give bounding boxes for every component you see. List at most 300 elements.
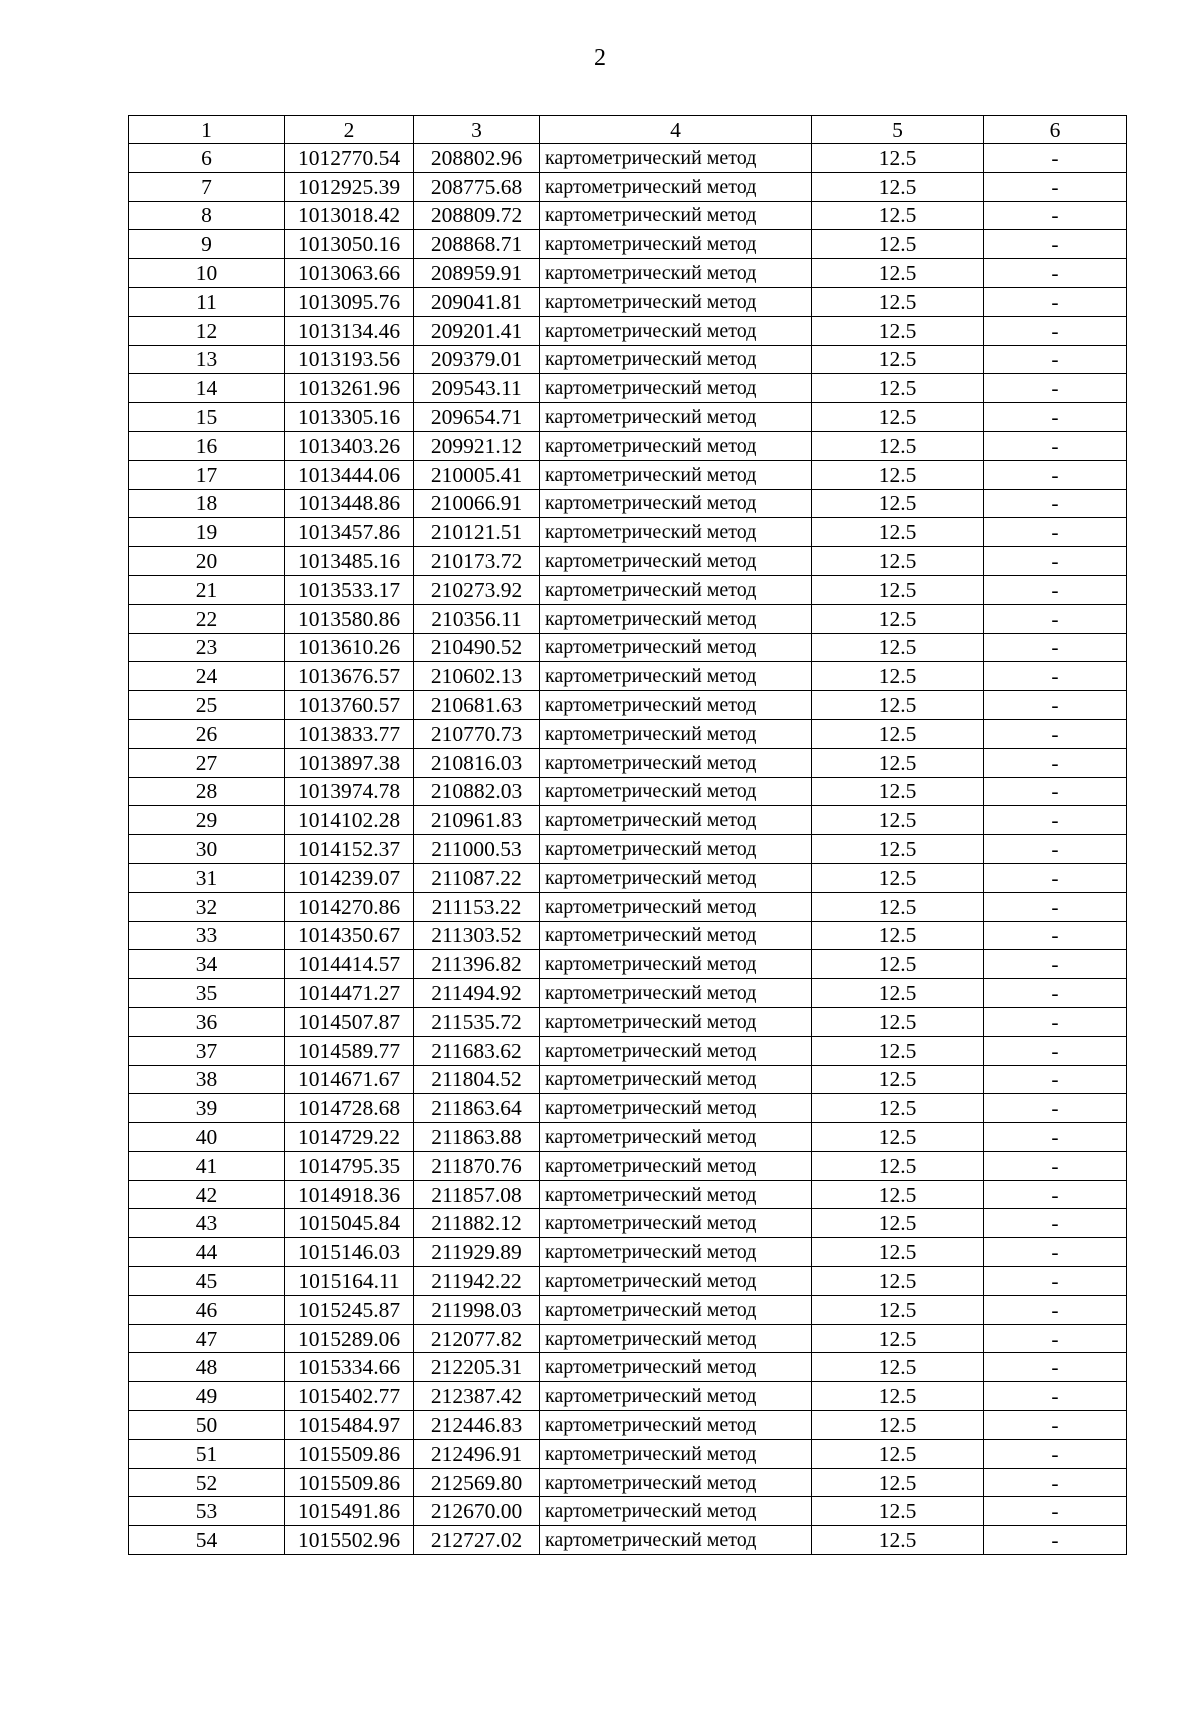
note-cell: - — [984, 1065, 1127, 1094]
table-row — [129, 604, 1127, 633]
y-coordinate-cell: 210961.83 — [414, 806, 540, 835]
point-number-cell: 49 — [129, 1382, 285, 1411]
accuracy-cell: 12.5 — [812, 950, 984, 979]
y-coordinate-cell: 209543.11 — [414, 374, 540, 403]
note-cell: - — [984, 345, 1127, 374]
x-coordinate-cell: 1014152.37 — [285, 835, 414, 864]
point-number-cell: 20 — [129, 547, 285, 576]
method-cell: картометрический метод — [540, 979, 812, 1008]
accuracy-cell: 12.5 — [812, 691, 984, 720]
table-row — [129, 230, 1127, 259]
y-coordinate-cell: 211870.76 — [414, 1151, 540, 1180]
x-coordinate-cell: 1015289.06 — [285, 1324, 414, 1353]
x-coordinate-cell: 1013193.56 — [285, 345, 414, 374]
method-cell: картометрический метод — [540, 1065, 812, 1094]
table-row — [129, 1209, 1127, 1238]
x-coordinate-cell: 1013833.77 — [285, 719, 414, 748]
method-cell: картометрический метод — [540, 691, 812, 720]
accuracy-cell: 12.5 — [812, 806, 984, 835]
accuracy-cell: 12.5 — [812, 259, 984, 288]
method-cell: картометрический метод — [540, 748, 812, 777]
point-number-cell: 31 — [129, 863, 285, 892]
x-coordinate-cell: 1013063.66 — [285, 259, 414, 288]
x-coordinate-cell: 1013261.96 — [285, 374, 414, 403]
method-cell: картометрический метод — [540, 1238, 812, 1267]
point-number-cell: 6 — [129, 144, 285, 173]
y-coordinate-cell: 208802.96 — [414, 144, 540, 173]
note-cell: - — [984, 691, 1127, 720]
method-cell: картометрический метод — [540, 1324, 812, 1353]
x-coordinate-cell: 1015334.66 — [285, 1353, 414, 1382]
x-coordinate-cell: 1015164.11 — [285, 1267, 414, 1296]
y-coordinate-cell: 208868.71 — [414, 230, 540, 259]
method-cell: картометрический метод — [540, 1209, 812, 1238]
method-cell: картометрический метод — [540, 950, 812, 979]
y-coordinate-cell: 208809.72 — [414, 201, 540, 230]
accuracy-cell: 12.5 — [812, 633, 984, 662]
page-number: 2 — [594, 45, 606, 71]
note-cell: - — [984, 518, 1127, 547]
table-row — [129, 950, 1127, 979]
point-number-cell: 34 — [129, 950, 285, 979]
note-cell: - — [984, 950, 1127, 979]
y-coordinate-cell: 210273.92 — [414, 575, 540, 604]
table-row — [129, 1094, 1127, 1123]
method-cell: картометрический метод — [540, 1036, 812, 1065]
x-coordinate-cell: 1015402.77 — [285, 1382, 414, 1411]
x-coordinate-cell: 1013533.17 — [285, 575, 414, 604]
accuracy-cell: 12.5 — [812, 1353, 984, 1382]
table-row — [129, 633, 1127, 662]
point-number-cell: 54 — [129, 1526, 285, 1555]
point-number-cell: 50 — [129, 1411, 285, 1440]
table-row — [129, 1497, 1127, 1526]
point-number-cell: 33 — [129, 921, 285, 950]
note-cell: - — [984, 1238, 1127, 1267]
note-cell: - — [984, 1180, 1127, 1209]
y-coordinate-cell: 211396.82 — [414, 950, 540, 979]
accuracy-cell: 12.5 — [812, 345, 984, 374]
x-coordinate-cell: 1015502.96 — [285, 1526, 414, 1555]
point-number-cell: 25 — [129, 691, 285, 720]
accuracy-cell: 12.5 — [812, 1180, 984, 1209]
method-cell: картометрический метод — [540, 201, 812, 230]
y-coordinate-cell: 209921.12 — [414, 431, 540, 460]
y-coordinate-cell: 211882.12 — [414, 1209, 540, 1238]
table-header-row — [129, 116, 1127, 144]
note-cell: - — [984, 1151, 1127, 1180]
note-cell: - — [984, 575, 1127, 604]
x-coordinate-cell: 1015509.86 — [285, 1439, 414, 1468]
note-cell: - — [984, 604, 1127, 633]
method-cell: картометрический метод — [540, 172, 812, 201]
accuracy-cell: 12.5 — [812, 979, 984, 1008]
x-coordinate-cell: 1015484.97 — [285, 1411, 414, 1440]
note-cell: - — [984, 1353, 1127, 1382]
note-cell: - — [984, 1411, 1127, 1440]
column-header-5: 5 — [812, 116, 984, 144]
note-cell: - — [984, 431, 1127, 460]
x-coordinate-cell: 1014728.68 — [285, 1094, 414, 1123]
accuracy-cell: 12.5 — [812, 431, 984, 460]
table-row — [129, 1439, 1127, 1468]
accuracy-cell: 12.5 — [812, 1267, 984, 1296]
point-number-cell: 18 — [129, 489, 285, 518]
x-coordinate-cell: 1014270.86 — [285, 892, 414, 921]
method-cell: картометрический метод — [540, 345, 812, 374]
y-coordinate-cell: 211929.89 — [414, 1238, 540, 1267]
y-coordinate-cell: 210681.63 — [414, 691, 540, 720]
note-cell: - — [984, 1324, 1127, 1353]
accuracy-cell: 12.5 — [812, 1151, 984, 1180]
accuracy-cell: 12.5 — [812, 1411, 984, 1440]
note-cell: - — [984, 979, 1127, 1008]
point-number-cell: 30 — [129, 835, 285, 864]
point-number-cell: 43 — [129, 1209, 285, 1238]
accuracy-cell: 12.5 — [812, 1295, 984, 1324]
method-cell: картометрический метод — [540, 1123, 812, 1152]
accuracy-cell: 12.5 — [812, 1324, 984, 1353]
accuracy-cell: 12.5 — [812, 374, 984, 403]
y-coordinate-cell: 211535.72 — [414, 1007, 540, 1036]
column-header-4: 4 — [540, 116, 812, 144]
method-cell: картометрический метод — [540, 518, 812, 547]
method-cell: картометрический метод — [540, 892, 812, 921]
y-coordinate-cell: 210121.51 — [414, 518, 540, 547]
accuracy-cell: 12.5 — [812, 144, 984, 173]
y-coordinate-cell: 210066.91 — [414, 489, 540, 518]
point-number-cell: 47 — [129, 1324, 285, 1353]
note-cell: - — [984, 547, 1127, 576]
point-number-cell: 29 — [129, 806, 285, 835]
x-coordinate-cell: 1013403.26 — [285, 431, 414, 460]
method-cell: картометрический метод — [540, 1468, 812, 1497]
accuracy-cell: 12.5 — [812, 719, 984, 748]
note-cell: - — [984, 1007, 1127, 1036]
y-coordinate-cell: 212496.91 — [414, 1439, 540, 1468]
accuracy-cell: 12.5 — [812, 1007, 984, 1036]
point-number-cell: 48 — [129, 1353, 285, 1382]
table-row — [129, 1036, 1127, 1065]
note-cell: - — [984, 1468, 1127, 1497]
x-coordinate-cell: 1014239.07 — [285, 863, 414, 892]
table-row — [129, 662, 1127, 691]
y-coordinate-cell: 211857.08 — [414, 1180, 540, 1209]
note-cell: - — [984, 892, 1127, 921]
method-cell: картометрический метод — [540, 1497, 812, 1526]
y-coordinate-cell: 209201.41 — [414, 316, 540, 345]
table-row — [129, 921, 1127, 950]
note-cell: - — [984, 489, 1127, 518]
y-coordinate-cell: 211863.64 — [414, 1094, 540, 1123]
table-row — [129, 287, 1127, 316]
note-cell: - — [984, 172, 1127, 201]
point-number-cell: 24 — [129, 662, 285, 691]
accuracy-cell: 12.5 — [812, 777, 984, 806]
method-cell: картометрический метод — [540, 1007, 812, 1036]
y-coordinate-cell: 210490.52 — [414, 633, 540, 662]
accuracy-cell: 12.5 — [812, 1468, 984, 1497]
y-coordinate-cell: 210816.03 — [414, 748, 540, 777]
table-row — [129, 835, 1127, 864]
note-cell: - — [984, 1036, 1127, 1065]
x-coordinate-cell: 1013050.16 — [285, 230, 414, 259]
table-row — [129, 1238, 1127, 1267]
note-cell: - — [984, 662, 1127, 691]
table-row — [129, 863, 1127, 892]
method-cell: картометрический метод — [540, 921, 812, 950]
accuracy-cell: 12.5 — [812, 287, 984, 316]
column-header-3: 3 — [414, 116, 540, 144]
note-cell: - — [984, 1267, 1127, 1296]
table-row — [129, 144, 1127, 173]
accuracy-cell: 12.5 — [812, 1382, 984, 1411]
table-row — [129, 345, 1127, 374]
accuracy-cell: 12.5 — [812, 316, 984, 345]
table-row — [129, 201, 1127, 230]
accuracy-cell: 12.5 — [812, 403, 984, 432]
x-coordinate-cell: 1013676.57 — [285, 662, 414, 691]
accuracy-cell: 12.5 — [812, 575, 984, 604]
point-number-cell: 15 — [129, 403, 285, 432]
y-coordinate-cell: 211087.22 — [414, 863, 540, 892]
y-coordinate-cell: 210770.73 — [414, 719, 540, 748]
method-cell: картометрический метод — [540, 403, 812, 432]
method-cell: картометрический метод — [540, 287, 812, 316]
accuracy-cell: 12.5 — [812, 604, 984, 633]
note-cell: - — [984, 1497, 1127, 1526]
note-cell: - — [984, 748, 1127, 777]
point-number-cell: 9 — [129, 230, 285, 259]
accuracy-cell: 12.5 — [812, 892, 984, 921]
table-row — [129, 1123, 1127, 1152]
y-coordinate-cell: 212205.31 — [414, 1353, 540, 1382]
point-number-cell: 37 — [129, 1036, 285, 1065]
table-row — [129, 691, 1127, 720]
method-cell: картометрический метод — [540, 230, 812, 259]
note-cell: - — [984, 1439, 1127, 1468]
note-cell: - — [984, 287, 1127, 316]
table-row — [129, 431, 1127, 460]
table-row — [129, 1151, 1127, 1180]
method-cell: картометрический метод — [540, 547, 812, 576]
y-coordinate-cell: 211000.53 — [414, 835, 540, 864]
x-coordinate-cell: 1015491.86 — [285, 1497, 414, 1526]
x-coordinate-cell: 1012925.39 — [285, 172, 414, 201]
point-number-cell: 8 — [129, 201, 285, 230]
table-row — [129, 1180, 1127, 1209]
table-row — [129, 979, 1127, 1008]
note-cell: - — [984, 1094, 1127, 1123]
x-coordinate-cell: 1013095.76 — [285, 287, 414, 316]
y-coordinate-cell: 210882.03 — [414, 777, 540, 806]
table-row — [129, 1295, 1127, 1324]
point-number-cell: 17 — [129, 460, 285, 489]
accuracy-cell: 12.5 — [812, 201, 984, 230]
note-cell: - — [984, 316, 1127, 345]
y-coordinate-cell: 211303.52 — [414, 921, 540, 950]
y-coordinate-cell: 209654.71 — [414, 403, 540, 432]
point-number-cell: 53 — [129, 1497, 285, 1526]
table-row — [129, 460, 1127, 489]
method-cell: картометрический метод — [540, 1439, 812, 1468]
note-cell: - — [984, 144, 1127, 173]
x-coordinate-cell: 1013485.16 — [285, 547, 414, 576]
x-coordinate-cell: 1015509.86 — [285, 1468, 414, 1497]
accuracy-cell: 12.5 — [812, 835, 984, 864]
point-number-cell: 10 — [129, 259, 285, 288]
table-row — [129, 777, 1127, 806]
y-coordinate-cell: 209379.01 — [414, 345, 540, 374]
accuracy-cell: 12.5 — [812, 662, 984, 691]
y-coordinate-cell: 210005.41 — [414, 460, 540, 489]
table-body — [129, 116, 1127, 1555]
method-cell: картометрический метод — [540, 633, 812, 662]
x-coordinate-cell: 1014102.28 — [285, 806, 414, 835]
method-cell: картометрический метод — [540, 575, 812, 604]
x-coordinate-cell: 1013760.57 — [285, 691, 414, 720]
x-coordinate-cell: 1014671.67 — [285, 1065, 414, 1094]
column-header-6: 6 — [984, 116, 1127, 144]
method-cell: картометрический метод — [540, 1295, 812, 1324]
point-number-cell: 39 — [129, 1094, 285, 1123]
x-coordinate-cell: 1014350.67 — [285, 921, 414, 950]
table-row — [129, 748, 1127, 777]
accuracy-cell: 12.5 — [812, 1238, 984, 1267]
method-cell: картометрический метод — [540, 1180, 812, 1209]
y-coordinate-cell: 212670.00 — [414, 1497, 540, 1526]
y-coordinate-cell: 210356.11 — [414, 604, 540, 633]
method-cell: картометрический метод — [540, 1151, 812, 1180]
method-cell: картометрический метод — [540, 144, 812, 173]
table-row — [129, 1324, 1127, 1353]
x-coordinate-cell: 1013457.86 — [285, 518, 414, 547]
x-coordinate-cell: 1014795.35 — [285, 1151, 414, 1180]
method-cell: картометрический метод — [540, 1267, 812, 1296]
point-number-cell: 40 — [129, 1123, 285, 1152]
point-number-cell: 45 — [129, 1267, 285, 1296]
point-number-cell: 11 — [129, 287, 285, 316]
point-number-cell: 27 — [129, 748, 285, 777]
method-cell: картометрический метод — [540, 604, 812, 633]
table-row — [129, 172, 1127, 201]
accuracy-cell: 12.5 — [812, 1439, 984, 1468]
method-cell: картометрический метод — [540, 806, 812, 835]
accuracy-cell: 12.5 — [812, 230, 984, 259]
y-coordinate-cell: 212077.82 — [414, 1324, 540, 1353]
point-number-cell: 32 — [129, 892, 285, 921]
note-cell: - — [984, 719, 1127, 748]
method-cell: картометрический метод — [540, 1411, 812, 1440]
x-coordinate-cell: 1014589.77 — [285, 1036, 414, 1065]
point-number-cell: 26 — [129, 719, 285, 748]
note-cell: - — [984, 374, 1127, 403]
table-row — [129, 719, 1127, 748]
x-coordinate-cell: 1013580.86 — [285, 604, 414, 633]
x-coordinate-cell: 1014729.22 — [285, 1123, 414, 1152]
note-cell: - — [984, 460, 1127, 489]
point-number-cell: 41 — [129, 1151, 285, 1180]
x-coordinate-cell: 1015045.84 — [285, 1209, 414, 1238]
point-number-cell: 22 — [129, 604, 285, 633]
x-coordinate-cell: 1014414.57 — [285, 950, 414, 979]
accuracy-cell: 12.5 — [812, 489, 984, 518]
method-cell: картометрический метод — [540, 863, 812, 892]
method-cell: картометрический метод — [540, 1382, 812, 1411]
point-number-cell: 28 — [129, 777, 285, 806]
point-number-cell: 14 — [129, 374, 285, 403]
table-row — [129, 1267, 1127, 1296]
method-cell: картометрический метод — [540, 316, 812, 345]
y-coordinate-cell: 212727.02 — [414, 1526, 540, 1555]
method-cell: картометрический метод — [540, 489, 812, 518]
method-cell: картометрический метод — [540, 259, 812, 288]
note-cell: - — [984, 1526, 1127, 1555]
table-row — [129, 547, 1127, 576]
y-coordinate-cell: 210602.13 — [414, 662, 540, 691]
point-number-cell: 42 — [129, 1180, 285, 1209]
note-cell: - — [984, 1382, 1127, 1411]
method-cell: картометрический метод — [540, 431, 812, 460]
accuracy-cell: 12.5 — [812, 1065, 984, 1094]
method-cell: картометрический метод — [540, 719, 812, 748]
table-row — [129, 489, 1127, 518]
x-coordinate-cell: 1014918.36 — [285, 1180, 414, 1209]
method-cell: картометрический метод — [540, 460, 812, 489]
point-number-cell: 7 — [129, 172, 285, 201]
x-coordinate-cell: 1013018.42 — [285, 201, 414, 230]
point-number-cell: 38 — [129, 1065, 285, 1094]
point-number-cell: 51 — [129, 1439, 285, 1468]
x-coordinate-cell: 1013305.16 — [285, 403, 414, 432]
accuracy-cell: 12.5 — [812, 547, 984, 576]
method-cell: картометрический метод — [540, 374, 812, 403]
accuracy-cell: 12.5 — [812, 1123, 984, 1152]
accuracy-cell: 12.5 — [812, 863, 984, 892]
y-coordinate-cell: 210173.72 — [414, 547, 540, 576]
method-cell: картометрический метод — [540, 777, 812, 806]
x-coordinate-cell: 1014507.87 — [285, 1007, 414, 1036]
note-cell: - — [984, 230, 1127, 259]
note-cell: - — [984, 403, 1127, 432]
note-cell: - — [984, 835, 1127, 864]
accuracy-cell: 12.5 — [812, 1036, 984, 1065]
y-coordinate-cell: 208959.91 — [414, 259, 540, 288]
x-coordinate-cell: 1013134.46 — [285, 316, 414, 345]
point-number-cell: 36 — [129, 1007, 285, 1036]
table-row — [129, 1382, 1127, 1411]
accuracy-cell: 12.5 — [812, 748, 984, 777]
point-number-cell: 46 — [129, 1295, 285, 1324]
table-row — [129, 316, 1127, 345]
note-cell: - — [984, 806, 1127, 835]
accuracy-cell: 12.5 — [812, 921, 984, 950]
y-coordinate-cell: 211804.52 — [414, 1065, 540, 1094]
point-number-cell: 21 — [129, 575, 285, 604]
point-number-cell: 12 — [129, 316, 285, 345]
table-row — [129, 575, 1127, 604]
note-cell: - — [984, 201, 1127, 230]
accuracy-cell: 12.5 — [812, 172, 984, 201]
y-coordinate-cell: 211942.22 — [414, 1267, 540, 1296]
note-cell: - — [984, 777, 1127, 806]
point-number-cell: 16 — [129, 431, 285, 460]
accuracy-cell: 12.5 — [812, 460, 984, 489]
y-coordinate-cell: 211153.22 — [414, 892, 540, 921]
note-cell: - — [984, 1123, 1127, 1152]
table-row — [129, 403, 1127, 432]
table-row — [129, 1007, 1127, 1036]
